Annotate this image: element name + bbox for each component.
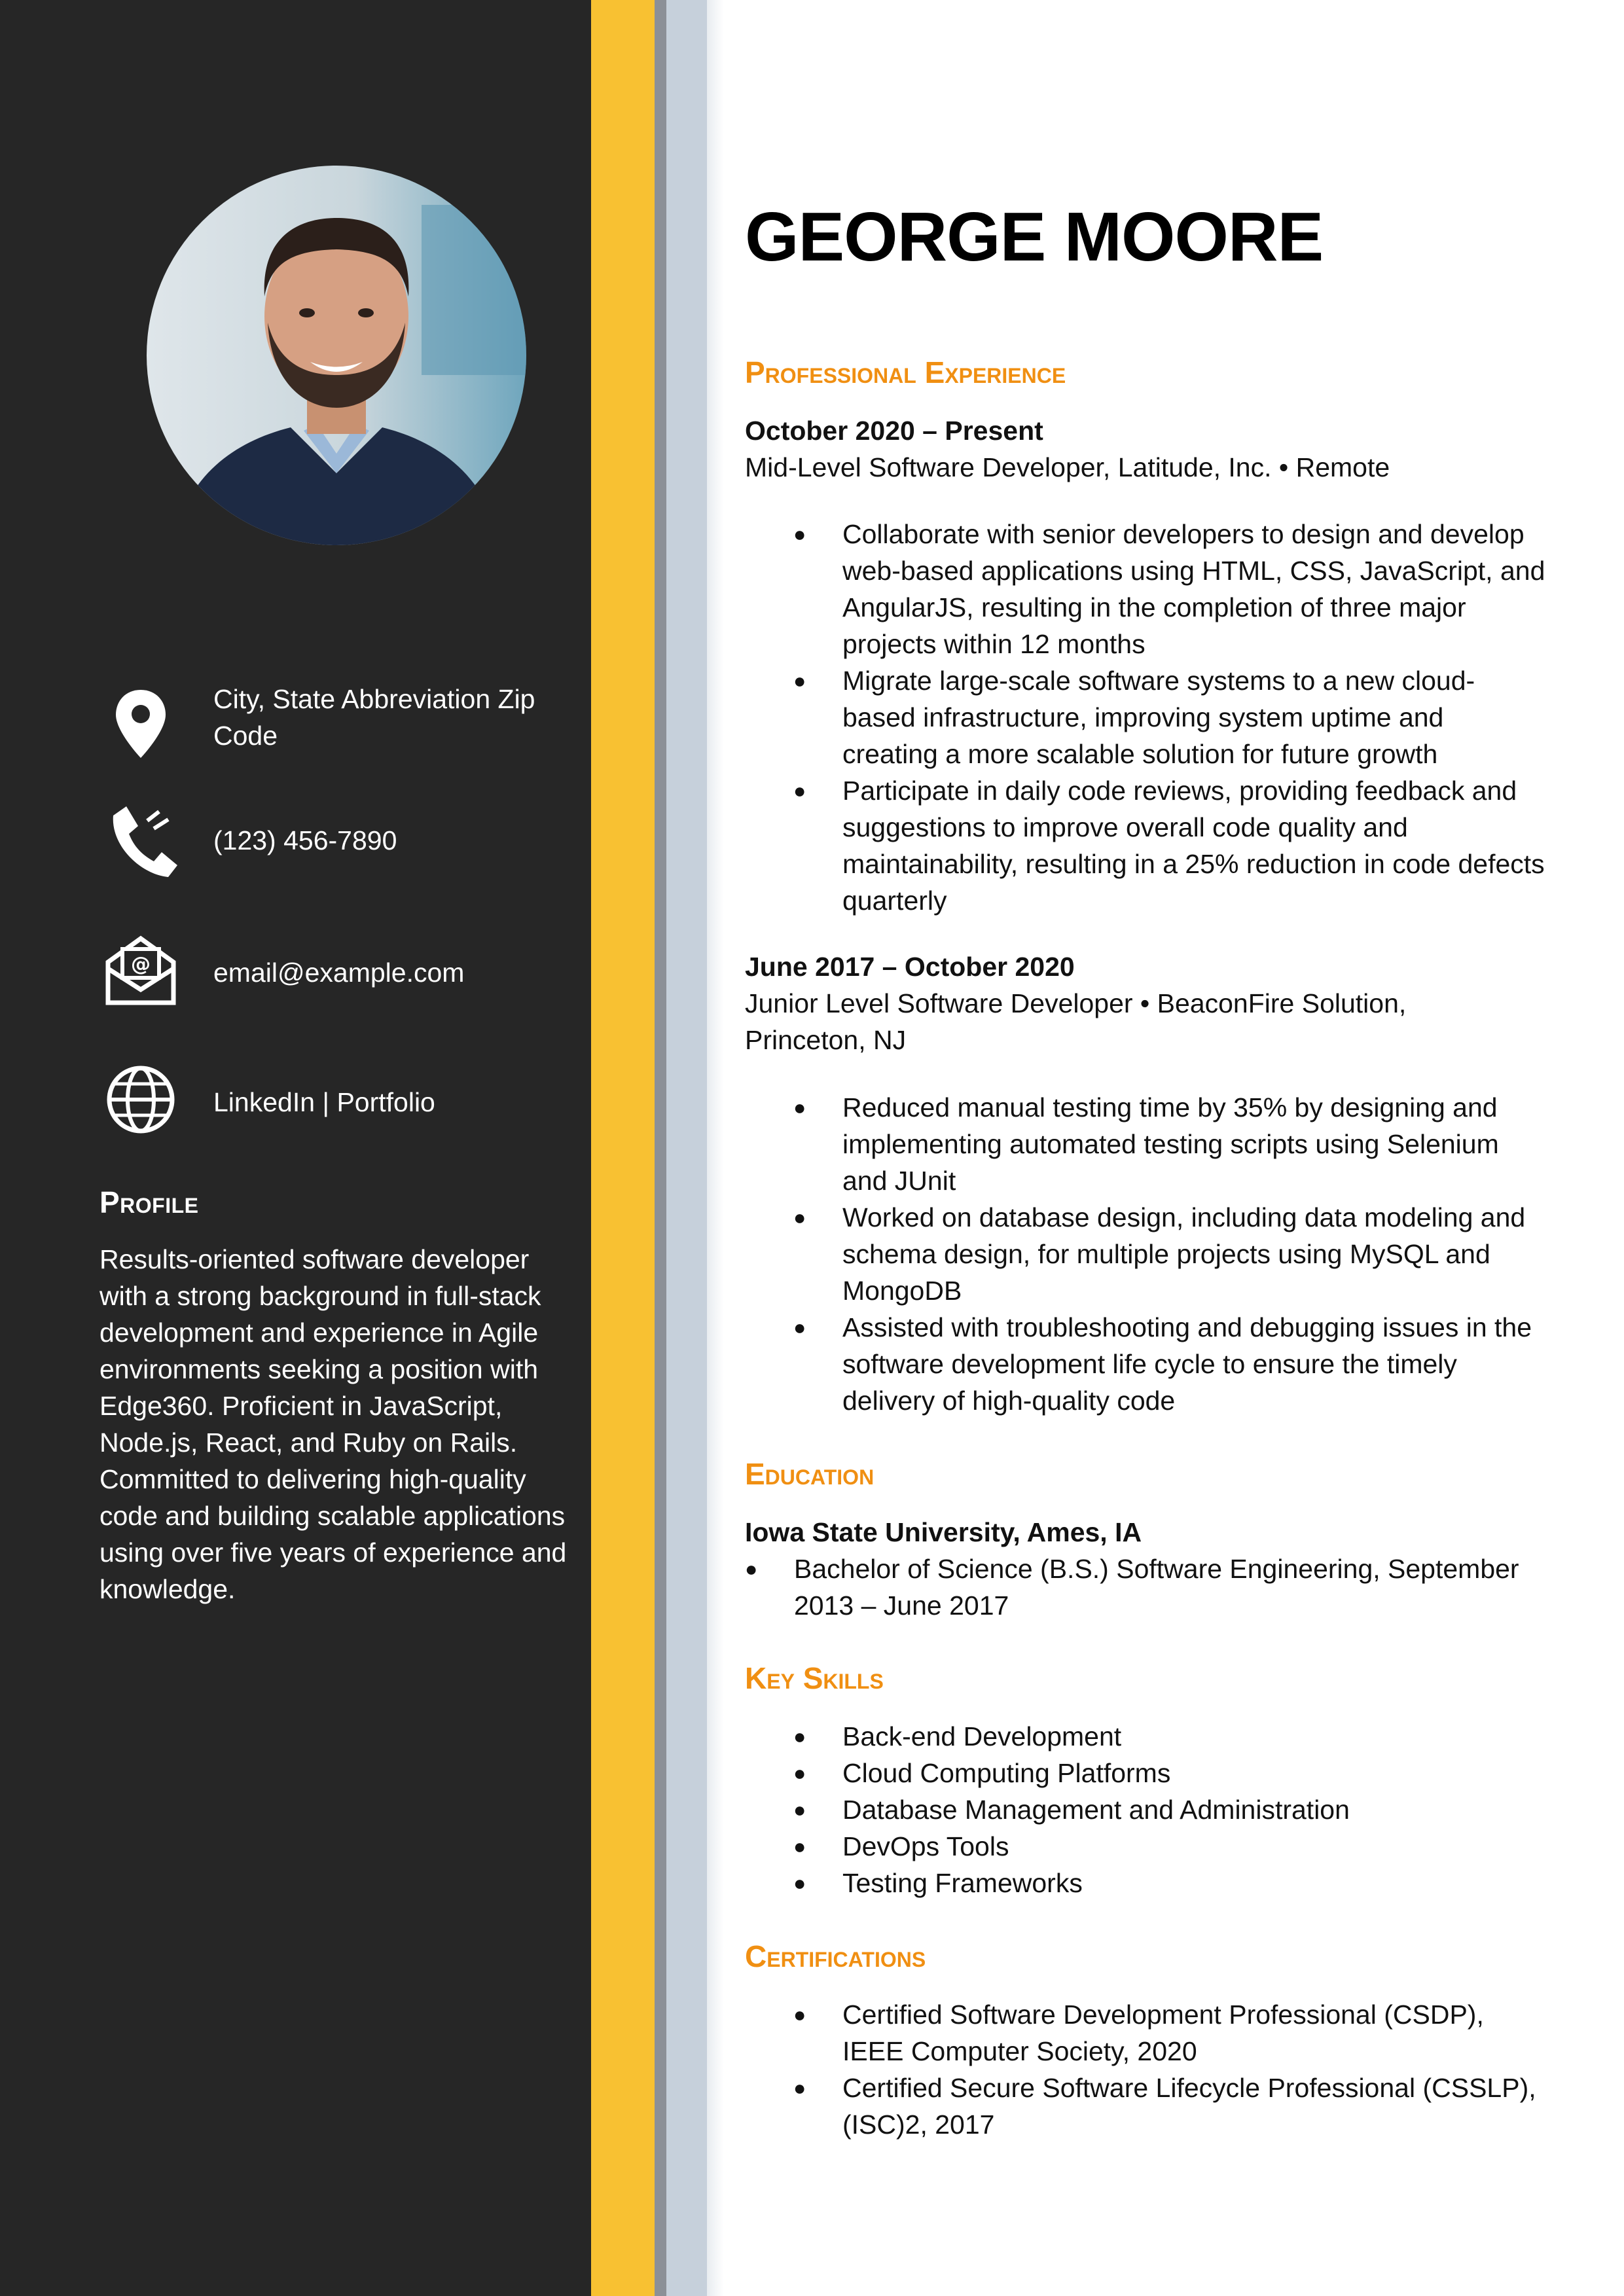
globe-icon [101,1060,180,1139]
fade-stripe [707,0,724,2296]
profile-summary: Results-oriented software developer with a strong background in full-stack development and experience in Agile environments seeking a position with Edge360. Proficient in JavaScript, Node.js, React, and Ruby on Rails. Committed to delivering high-quality code and building scalable applications using over five years of experience and knowledge. [99,1244,567,1604]
education-bullets [745,1551,1530,1624]
profile-heading: Profile [99,1185,199,1219]
email-address[interactable]: email@example.com [213,958,465,988]
skills-list [793,1718,1546,1901]
list-item: ● Collaborate with senior developers to design and develop web-based applications using HTML, CSS, JavaScript, and AngularJS, resulting in the completion of three major projects within 12 months [793,516,1546,662]
phone-icon [101,801,180,880]
map-pin-icon [101,685,180,763]
skills-heading: Key Skills [745,1661,884,1695]
certifications-list [793,1996,1546,2143]
education-school: Iowa State University, Ames, IA [745,1517,1142,1547]
linkedin-portfolio-links[interactable]: LinkedIn | Portfolio [213,1087,435,1117]
job-2-dates: June 2017 – October 2020 [745,952,1075,982]
list-item: ● Database Management and Administration [793,1791,1546,1828]
list-item: ● Testing Frameworks [793,1865,1546,1901]
list-item: ● Back-end Development [793,1718,1546,1755]
list-item: ● Migrate large-scale software systems to a new cloud-based infrastructure, improving system uptime and creating a more scalable solution for future growth [793,662,1546,772]
job-2-title: Junior Level Software Developer • BeaconFire Solution, Princeton, NJ [745,988,1407,1055]
list-item: ● Participate in daily code reviews, providing feedback and suggestions to improve overall code quality and maintainability, resulting in a 25% reduction in code defects quarterly [793,772,1546,919]
job-2-bullets [793,1089,1546,1419]
list-item: ● Certified Software Development Professional (CSDP), IEEE Computer Society, 2020 [793,1996,1546,2070]
job-1-title: Mid-Level Software Developer, Latitude, Inc. • Remote [745,452,1390,482]
list-item: ● Bachelor of Science (B.S.) Software Engineering, September 2013 – June 2017 [745,1551,1530,1624]
email-envelope-icon [101,929,180,1008]
gray-stripe [655,0,666,2296]
list-item: ● Cloud Computing Platforms [793,1755,1546,1791]
list-item: ● DevOps Tools [793,1828,1546,1865]
experience-heading: Professional Experience [745,355,1066,389]
list-item: ● Assisted with troubleshooting and debugging issues in the software development life cycle to ensure the timely delivery of high-quality code [793,1309,1546,1419]
certifications-heading: Certifications [745,1939,926,1973]
location-text: City, State Abbreviation Zip Code [213,684,535,751]
profile-photo [147,166,526,545]
yellow-stripe [591,0,655,2296]
list-item: ● Certified Secure Software Lifecycle Professional (CSSLP), (ISC)2, 2017 [793,2070,1546,2143]
education-heading: Education [745,1457,875,1491]
job-1-bullets [793,516,1546,919]
list-item: ● Reduced manual testing time by 35% by designing and implementing automated testing scripts using Selenium and JUnit [793,1089,1546,1199]
job-1-dates: October 2020 – Present [745,416,1043,446]
phone-number[interactable]: (123) 456-7890 [213,825,397,855]
candidate-name: GEORGE MOORE [745,198,1324,276]
list-item: ● Worked on database design, including data modeling and schema design, for multiple projects using MySQL and MongoDB [793,1199,1546,1309]
blue-stripe [666,0,707,2296]
svg-text:@: @ [131,953,151,976]
